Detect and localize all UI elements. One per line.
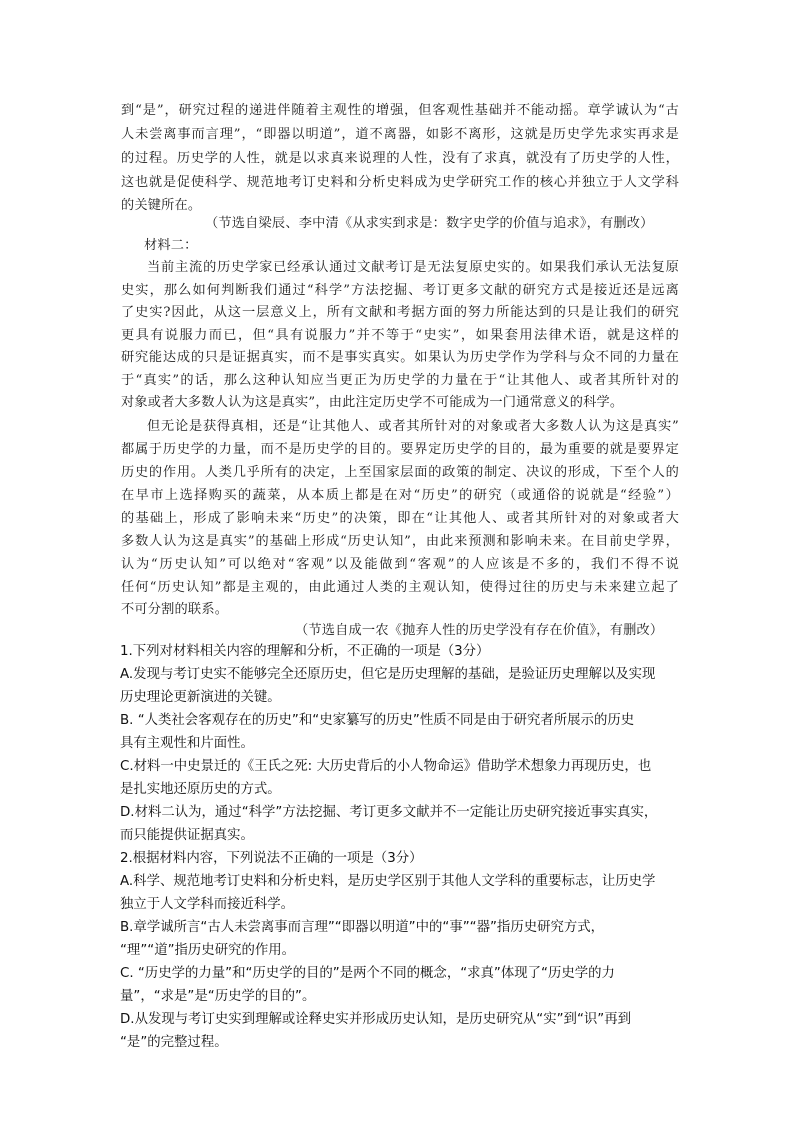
material2-line: 历史的作用。人类几乎所有的决定，上至国家层面的政策的制定、决议的形成，下至个人的 — [121, 465, 679, 480]
question-2-option-a-cont: 独立于人文学科而接近科学。 — [120, 897, 295, 912]
question-2-option-d-cont: “是”的完整过程。 — [120, 1035, 228, 1050]
material2-line: 认为“历史认知”可以绝对“客观”以及能做到“客观”的人应该是不多的，我们不得不说 — [121, 557, 679, 572]
question-1-option-d: D.材料二认为，通过“科学”方法挖掘、考订更多文献并不一定能让历史研究接近事实真实， — [120, 805, 658, 820]
material2-line: 都属于历史学的力量，而不是历史学的目的。要界定历史学的目的，最为重要的就是要界定 — [121, 442, 679, 457]
question-2-option-c: C. “历史学的力量”和“历史学的目的”是两个不同的概念，“求真”体现了“历史学的力 — [120, 966, 615, 981]
material2-line: 了史实?因此，从这一层意义上，所有文献和考据方面的努力所能达到的只是让我们的研究 — [121, 305, 679, 320]
question-1-option-c: C.材料一中史景迁的《王氏之死: 大历史背后的小人物命运》借助学术想象力再现历史，也 — [120, 759, 652, 774]
question-2-option-c-cont: 量”，“求是”是“历史学的目的”。 — [120, 989, 316, 1004]
material1-line: 到“是”，研究过程的递进伴随着主观性的增强，但客观性基础并不能动摇。章学诚认为“古 — [121, 103, 679, 118]
material2-line: 于“真实”的话，那么这种认知应当更正为历史学的力量在于“让其他人、或者其所针对的 — [121, 373, 679, 388]
material1-line: 人未尝离事而言理”，“即器以明道”，道不离器，如影不离形，这就是历史学先求实再求是 — [121, 127, 679, 142]
question-1-stem: 1.下列对材料相关内容的理解和分析，不正确的一项是（3分） — [120, 644, 490, 659]
material1-line: 的过程。历史学的人性，就是以求真来说理的人性，没有了求真，就没有了历史学的人性， — [121, 151, 679, 166]
question-2-option-a: A.科学、规范地考订史料和分析史料，是历史学区别于其他人文学科的重要标志，让历史学 — [120, 874, 656, 889]
question-2-stem: 2.根据材料内容，下列说法不正确的一项是（3分） — [120, 851, 423, 866]
material2-line: 多数人认为这是真实”的基础上形成“历史认知”，由此来预测和影响未来。在目前史学界， — [121, 534, 679, 549]
material2-line: 更具有说服力而已，但“具有说服力”并不等于“史实”，如果套用法律术语，就是这样的 — [121, 328, 679, 343]
material2-heading: 材料二： — [144, 238, 198, 253]
question-1-option-a-cont: 历史理论更新演进的关键。 — [120, 690, 281, 705]
question-2-option-b-cont: “理”“道”指历史研究的作用。 — [120, 943, 296, 958]
question-2-option-b: B.章学诚所言“古人未尝离事而言理”“即器以明道”中的“事”“器”指历史研究方式， — [120, 920, 605, 935]
question-1-option-c-cont: 是扎实地还原历史的方式。 — [120, 782, 281, 797]
material2-line: 不可分割的联系。 — [121, 602, 229, 617]
material2-line: 任何“历史认知”都是主观的，由此通过人类的主观认知，使得过往的历史与未来建立起了 — [121, 580, 679, 595]
question-1-option-b: B. “人类社会客观存在的历史”和“史家纂写的历史”性质不同是由于研究者所展示的历史 — [120, 713, 635, 728]
question-2-option-d: D.从发现与考订史实到理解或诠释史实并形成历史认知，是历史研究从“实”到“识”再到 — [120, 1012, 631, 1027]
material2-line: 的基础上，形成了影响未来“历史”的决策，即在“让其他人、或者其所针对的对象或者大 — [121, 511, 679, 526]
source-citation-2: （节选自成一农《抛弃人性的历史学没有存在价值》，有删改） — [295, 623, 664, 638]
material2-line: 研究能达成的只是证据真实，而不是事实真实。如果认为历史学作为学科与众不同的力量在 — [121, 350, 679, 365]
material1-line: 这也就是促使科学、规范地考订史料和分析史料成为史学研究工作的核心并独立于人文学科 — [121, 175, 679, 190]
question-1-option-a: A.发现与考订史实不能够完全还原历史，但它是历史理解的基础，是验证历史理解以及实现 — [120, 667, 656, 682]
material2-line: 对象或者大多数人认为这是真实”，由此注定历史学不可能成为一门通常意义的科学。 — [121, 395, 624, 410]
material1-line: 的关键所在。 — [121, 198, 202, 213]
material2-line: 当前主流的历史学家已经承认通过文献考订是无法复原史实的。如果我们承认无法复原 — [147, 260, 679, 275]
material2-line: 在早市上选择购买的蔬菜，从本质上都是在对“历史”的研究（或通俗的说就是“经验”） — [121, 488, 679, 503]
question-1-option-d-cont: 而只能提供证据真实。 — [120, 828, 254, 843]
question-1-option-b-cont: 具有主观性和片面性。 — [120, 736, 254, 751]
material2-line: 但无论是获得真相，还是“让其他人、或者其所针对的对象或者大多数人认为这是真实” — [147, 419, 679, 434]
material2-line: 史实，那么如何判断我们通过“科学”方法挖掘、考订更多文献的研究方式是接近还是远离 — [121, 283, 679, 298]
source-citation-1: （节选自梁辰、李中清《从求实到求是：数字史学的价值与追求》，有删改） — [205, 216, 654, 231]
